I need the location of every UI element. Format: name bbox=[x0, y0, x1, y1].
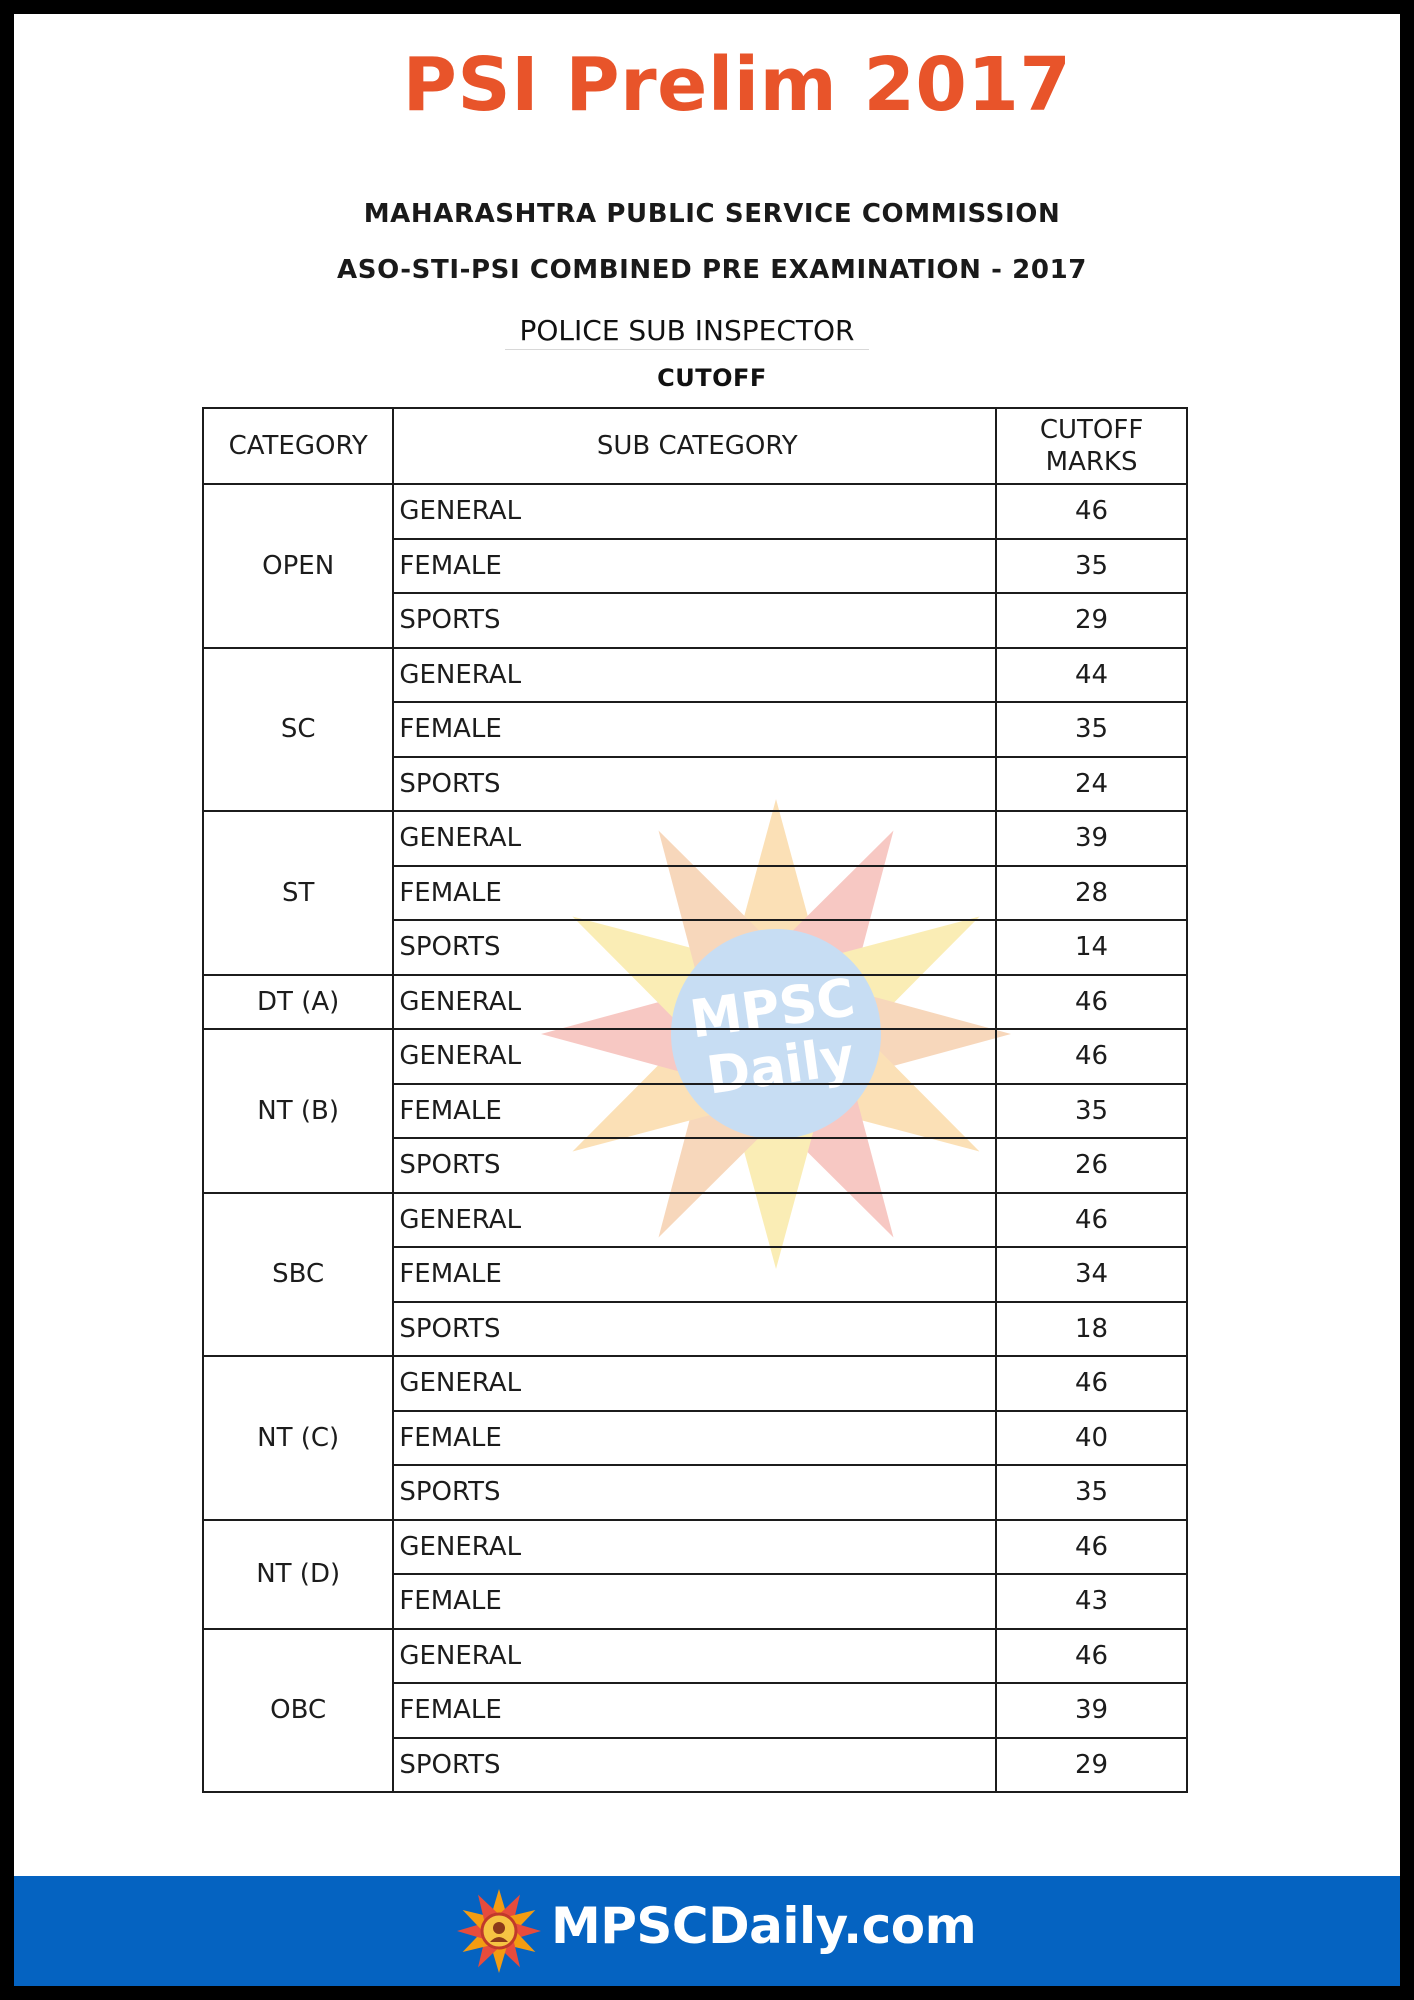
cutoff-marks-cell: 46 bbox=[996, 1356, 1187, 1411]
sub-category-cell: GENERAL bbox=[393, 1629, 996, 1684]
sub-category-cell: GENERAL bbox=[393, 1520, 996, 1575]
cutoff-marks-cell: 44 bbox=[996, 648, 1187, 703]
table-row bbox=[203, 1193, 1187, 1248]
sub-category-cell: GENERAL bbox=[393, 811, 996, 866]
sub-category-cell: GENERAL bbox=[393, 1029, 996, 1084]
cutoff-table bbox=[202, 407, 1188, 1793]
category-cell: SC bbox=[203, 648, 393, 812]
sub-category-cell: GENERAL bbox=[393, 975, 996, 1030]
sub-category-cell: SPORTS bbox=[393, 1302, 996, 1357]
table-body bbox=[203, 484, 1187, 1792]
cutoff-marks-cell: 35 bbox=[996, 702, 1187, 757]
sub-category-cell: FEMALE bbox=[393, 1411, 996, 1466]
cutoff-marks-cell: 43 bbox=[996, 1574, 1187, 1629]
cutoff-marks-cell: 24 bbox=[996, 757, 1187, 812]
cutoff-marks-cell: 29 bbox=[996, 593, 1187, 648]
category-cell: OPEN bbox=[203, 484, 393, 648]
category-cell: ST bbox=[203, 811, 393, 975]
table-row bbox=[203, 648, 1187, 703]
sub-category-cell: SPORTS bbox=[393, 1738, 996, 1793]
sub-category-cell: GENERAL bbox=[393, 1356, 996, 1411]
cutoff-marks-cell: 39 bbox=[996, 811, 1187, 866]
category-cell: NT (D) bbox=[203, 1520, 393, 1629]
cutoff-marks-cell: 46 bbox=[996, 1193, 1187, 1248]
category-cell: SBC bbox=[203, 1193, 393, 1357]
commission-heading: MAHARASHTRA PUBLIC SERVICE COMMISSION bbox=[363, 199, 1061, 229]
cutoff-marks-cell: 35 bbox=[996, 539, 1187, 594]
sub-category-cell: SPORTS bbox=[393, 920, 996, 975]
cutoff-heading: CUTOFF bbox=[657, 364, 767, 392]
category-cell: OBC bbox=[203, 1629, 393, 1793]
category-cell: NT (B) bbox=[203, 1029, 393, 1193]
document-page bbox=[14, 14, 1400, 1986]
sub-category-cell: FEMALE bbox=[393, 1247, 996, 1302]
cutoff-marks-cell: 28 bbox=[996, 866, 1187, 921]
sub-category-cell: GENERAL bbox=[393, 648, 996, 703]
footer-banner bbox=[14, 1876, 1400, 1986]
post-heading: POLICE SUB INSPECTOR bbox=[505, 314, 869, 350]
watermark-text-line1: MPSC bbox=[686, 968, 859, 1051]
cutoff-marks-cell: 40 bbox=[996, 1411, 1187, 1466]
header-sub-category: SUB CATEGORY bbox=[393, 408, 996, 484]
sub-category-cell: FEMALE bbox=[393, 866, 996, 921]
header-cutoff-line1: CUTOFF bbox=[1039, 415, 1144, 445]
cutoff-marks-cell: 39 bbox=[996, 1683, 1187, 1738]
table-row bbox=[203, 1356, 1187, 1411]
sub-category-cell: FEMALE bbox=[393, 1084, 996, 1139]
table-row bbox=[203, 1629, 1187, 1684]
sub-category-cell: FEMALE bbox=[393, 702, 996, 757]
table-row bbox=[203, 811, 1187, 866]
cutoff-marks-cell: 35 bbox=[996, 1084, 1187, 1139]
sub-category-cell: FEMALE bbox=[393, 1683, 996, 1738]
sub-category-cell: SPORTS bbox=[393, 1465, 996, 1520]
exam-heading: ASO-STI-PSI COMBINED PRE EXAMINATION - 2017 bbox=[337, 255, 1087, 285]
cutoff-marks-cell: 46 bbox=[996, 975, 1187, 1030]
header-cutoff-line2: MARKS bbox=[1045, 447, 1138, 477]
cutoff-marks-cell: 29 bbox=[996, 1738, 1187, 1793]
table-row bbox=[203, 1520, 1187, 1575]
sub-category-cell: GENERAL bbox=[393, 484, 996, 539]
table-row bbox=[203, 1029, 1187, 1084]
cutoff-marks-cell: 34 bbox=[996, 1247, 1187, 1302]
sub-category-cell: FEMALE bbox=[393, 539, 996, 594]
table-header-row bbox=[203, 408, 1187, 484]
table-row bbox=[203, 975, 1187, 1030]
cutoff-marks-cell: 14 bbox=[996, 920, 1187, 975]
cutoff-marks-cell: 46 bbox=[996, 1629, 1187, 1684]
cutoff-marks-cell: 46 bbox=[996, 1520, 1187, 1575]
cutoff-marks-cell: 46 bbox=[996, 1029, 1187, 1084]
watermark-text-line2: Daily bbox=[703, 1026, 858, 1107]
sub-category-cell: SPORTS bbox=[393, 593, 996, 648]
page-title: PSI Prelim 2017 bbox=[402, 42, 1072, 128]
sunburst-logo-icon bbox=[454, 1886, 544, 1976]
cutoff-marks-cell: 18 bbox=[996, 1302, 1187, 1357]
sub-category-cell: GENERAL bbox=[393, 1193, 996, 1248]
sub-category-cell: SPORTS bbox=[393, 1138, 996, 1193]
header-category: CATEGORY bbox=[203, 408, 393, 484]
footer-site-name[interactable]: MPSCDaily.com bbox=[551, 1897, 977, 1955]
cutoff-marks-cell: 46 bbox=[996, 484, 1187, 539]
sub-category-cell: SPORTS bbox=[393, 757, 996, 812]
table-row bbox=[203, 484, 1187, 539]
cutoff-marks-cell: 35 bbox=[996, 1465, 1187, 1520]
category-cell: DT (A) bbox=[203, 975, 393, 1030]
category-cell: NT (C) bbox=[203, 1356, 393, 1520]
cutoff-marks-cell: 26 bbox=[996, 1138, 1187, 1193]
sub-category-cell: FEMALE bbox=[393, 1574, 996, 1629]
header-cutoff-marks bbox=[996, 408, 1187, 484]
